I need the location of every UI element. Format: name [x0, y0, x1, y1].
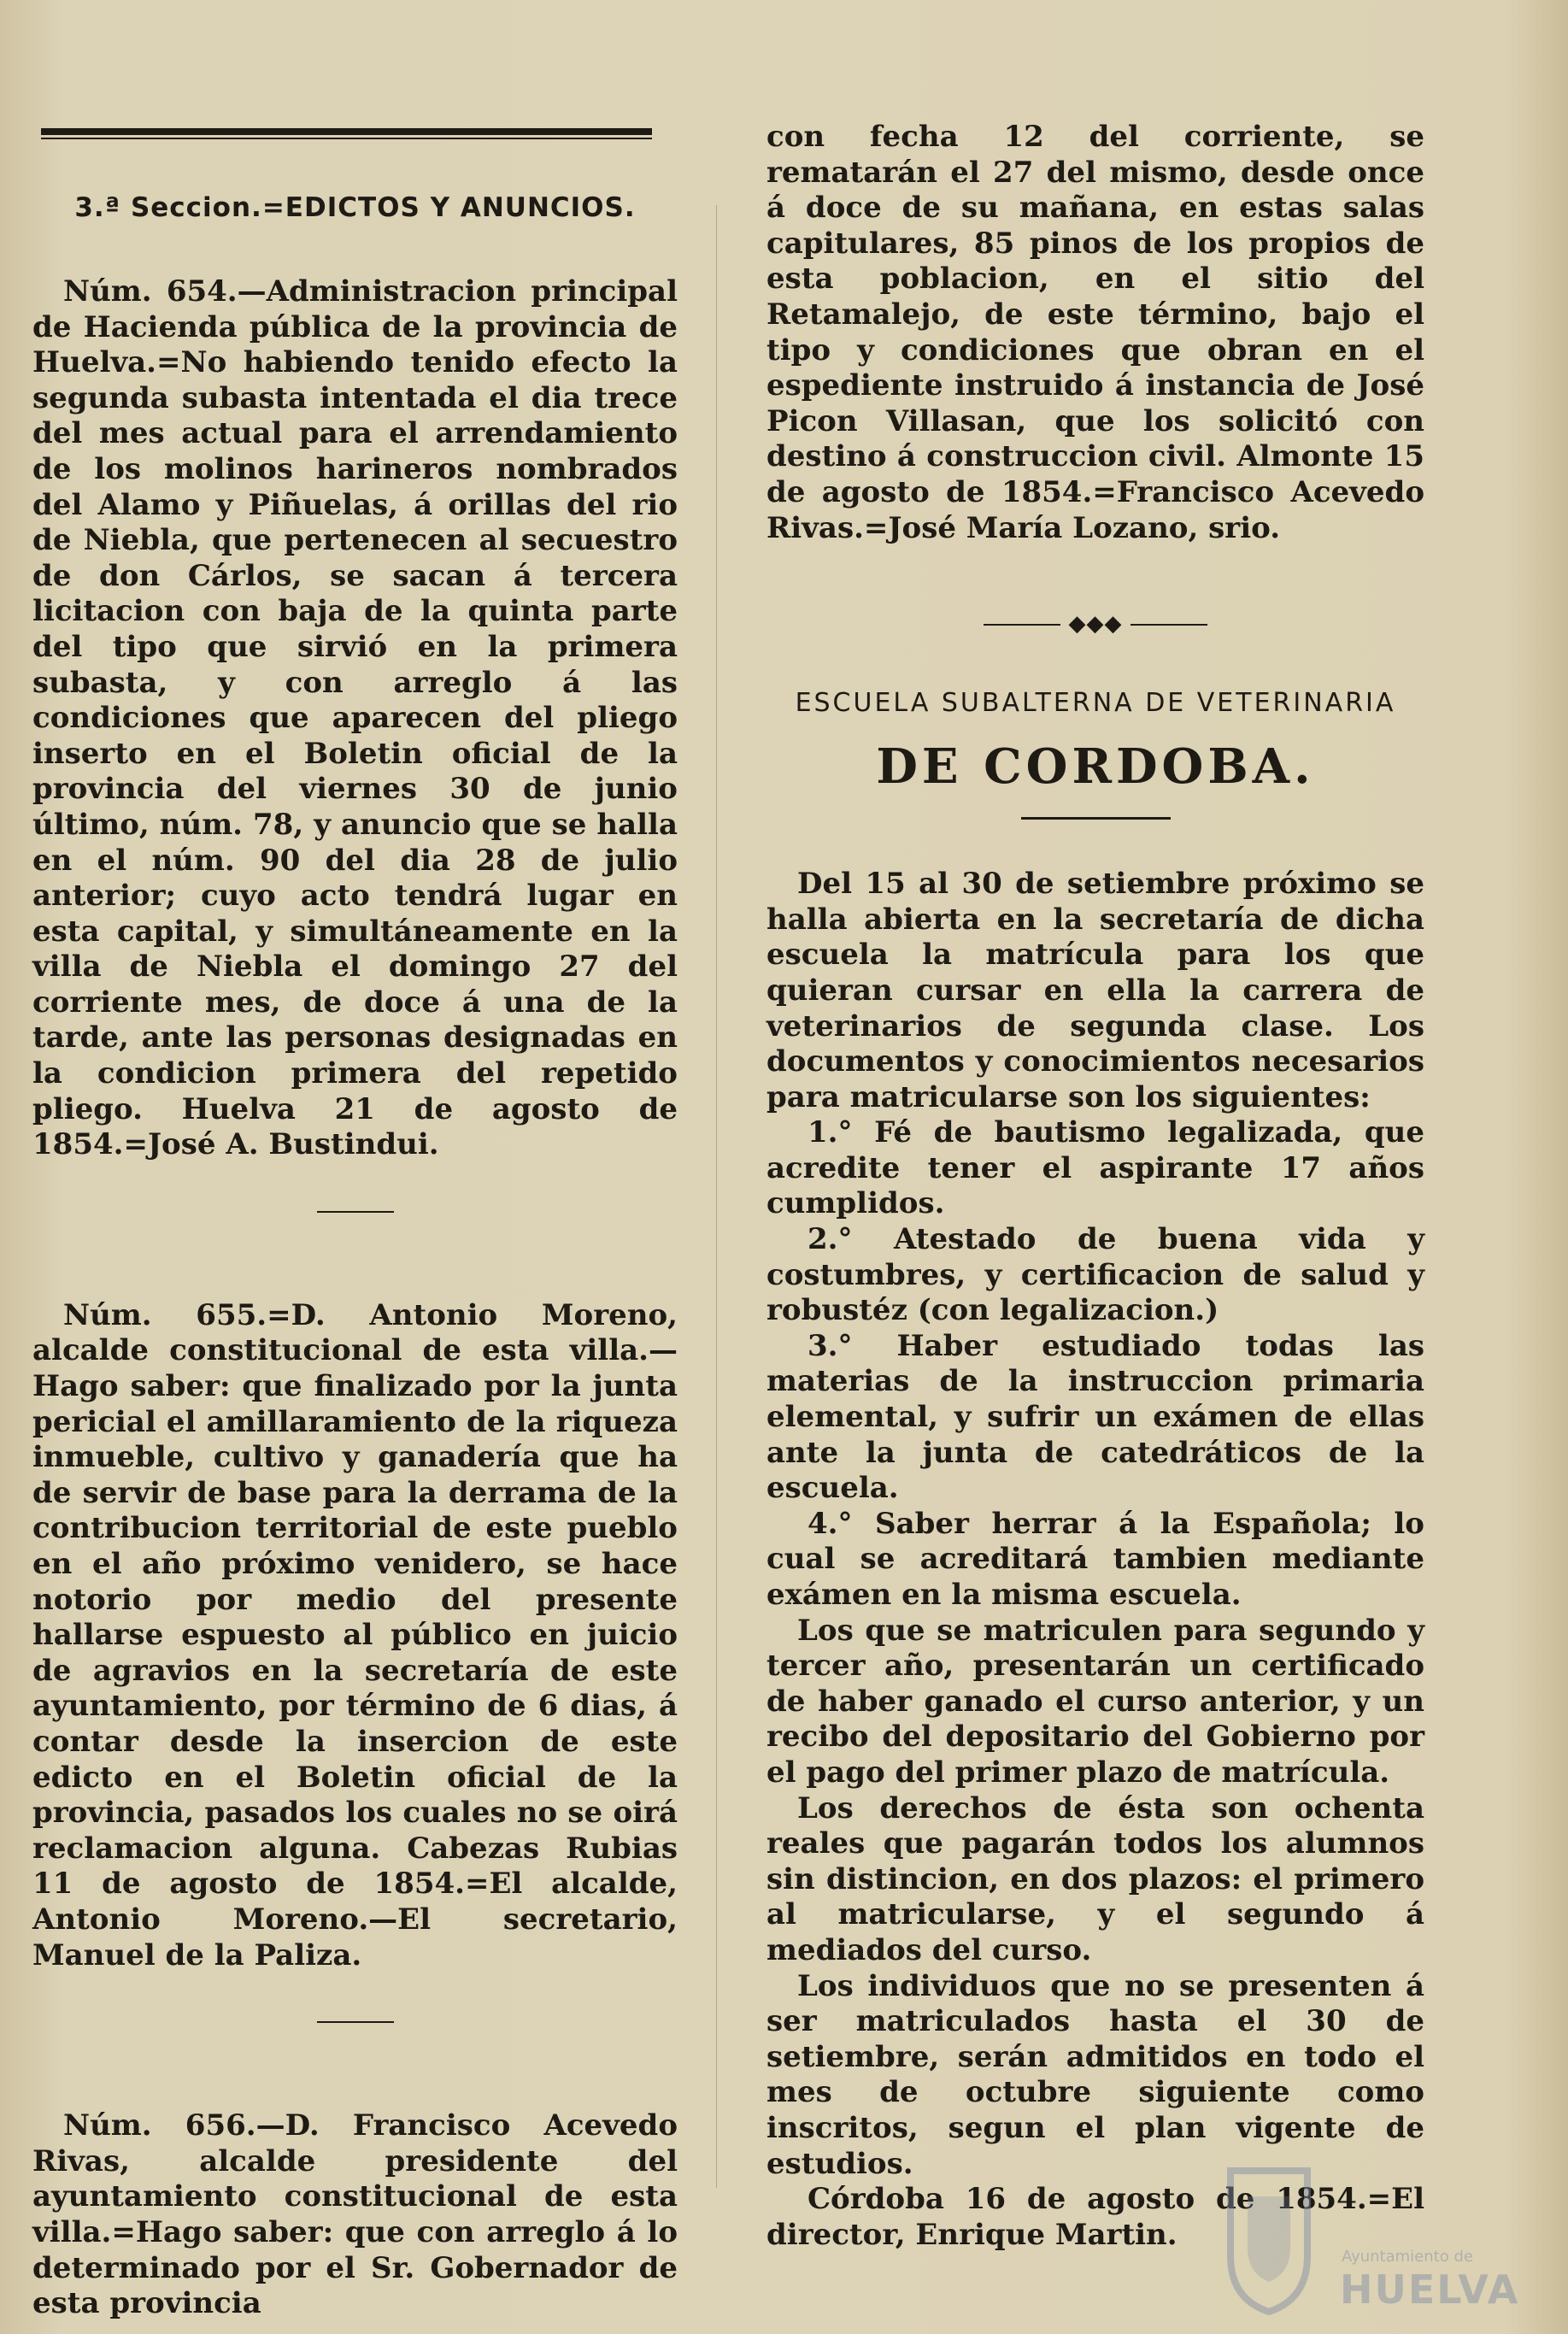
school-title: ESCUELA SUBALTERNA DE VETERINARIA [795, 688, 1396, 719]
fees-paragraph: Los derechos de ésta son ochenta reales que pagarán todos los alumnos sin distincion, en dos plazos: el primero al matricularse, y el segundo á mediados del curso. [766, 1790, 1424, 1967]
top-rule [41, 128, 652, 135]
requirement-1: 1.° Fé de bautismo legalizada, que acredite tener el aspirante 17 años cumplidos. [766, 1115, 1424, 1221]
watermark-text-small: Ayuntamiento de [1342, 2248, 1473, 2266]
separator-rule [317, 2021, 394, 2023]
ornament-line [1130, 624, 1207, 626]
requirement-3: 3.° Haber estudiado todas las materias de la instruccion primaria elemental, y sufrir un exámen de ellas ante la junta de catedráticos de la escuela. [766, 1328, 1424, 1506]
ornament-line [984, 624, 1060, 626]
requirement-2: 2.° Atestado de buena vida y costumbres, y certificacion de salud y robustéz (con legalizacion.) [766, 1222, 1424, 1328]
left-column [32, 192, 678, 2322]
right-column [766, 120, 1424, 2253]
ornament-icon: ◆◆◆ [1068, 611, 1123, 638]
column-divider [716, 205, 717, 2188]
ornament-vignette [766, 611, 1424, 637]
signoff: Córdoba 16 de agosto de 1854.=El director, Enrique Martin. [766, 2182, 1424, 2252]
requirement-4: 4.° Saber herrar á la Española; lo cual se acreditará tambien mediante exámen en la misma escuela. [766, 1506, 1424, 1612]
coat-of-arms-icon [1213, 2162, 1324, 2316]
notice-656-end: con fecha 12 del corriente, se rematarán el 27 del mismo, desde once á doce de su mañana, en estas salas capitulares, 85 pinos de los propios de esta poblacion, en el sitio del Retamalejo, de este término, bajo el tipo y condiciones que obran en el espediente instruido á instancia de José Picon Villasan, que los solicitó con destino á construccion civil. Almonte 15 de agosto de 1854.=Francisco Acevedo Rivas.=José María Lozano, srio. [766, 120, 1424, 545]
second-year-paragraph: Los que se matriculen para segundo y tercer año, presentarán un certificado de haber ganado el curso anterior, y un recibo del depositario del Gobierno por el pago del primer plazo de matrícula. [766, 1613, 1424, 1790]
archive-watermark [1213, 2162, 1520, 2325]
section-heading: 3.ª Seccion.=EDICTOS Y ANUNCIOS. [74, 192, 636, 223]
late-enrollment-paragraph: Los individuos que no se presenten á ser matriculados hasta el 30 de setiembre, serán admitidos en todo el mes de octubre siguiente como inscritos, segun el plan vigente de estudios. [766, 1968, 1424, 2181]
notice-654: Núm. 654.—Administracion principal de Hacienda pública de la provincia de Huelva.=No habiendo tenido efecto la segunda subasta intentada el dia trece del mes actual para el arrendamiento de los molinos harineros nombrados del Alamo y Piñuelas, á orillas del rio de Niebla, que pertenecen al secuestro de don Cárlos, se sacan á tercera licitacion con baja de la quinta parte del tipo que sirvió en la primera subasta, y con arreglo á las condiciones que aparecen del pliego inserto en el Boletin oficial de la provincia del viernes 30 de junio último, núm. 78, y anuncio que se halla en el núm. 90 del dia 28 de julio anterior; cuyo acto tendrá lugar en esta capital, y simultáneamente en la villa de Niebla el domingo 27 del corriente mes, de doce á una de la tarde, ante las personas designadas en la condicion primera del repetido pliego. Huelva 21 de agosto de 1854.=José A. Bustindui. [32, 274, 678, 1162]
separator-rule [317, 1211, 394, 1213]
heading-rule [1021, 817, 1171, 820]
notice-656-start: Núm. 656.—D. Francisco Acevedo Rivas, alcalde presidente del ayuntamiento constitucional de esta villa.=Hago saber: que con arreglo á lo determinado por el Sr. Gobernador de esta provincia [32, 2108, 678, 2321]
watermark-text-large: HUELVA [1340, 2266, 1520, 2313]
notice-655: Núm. 655.=D. Antonio Moreno, alcalde constitucional de esta villa.—Hago saber: que finalizado por la junta pericial el amillaramiento de la riqueza inmueble, cultivo y ganadería que ha de servir de base para la derrama de la contribucion territorial de este pueblo en el año próximo venidero, se hace notorio por medio del presente hallarse espuesto al público en juicio de agravios en la secretaría de este ayuntamiento, por término de 6 dias, á contar desde la insercion de este edicto en el Boletin oficial de la provincia, pasados los cuales no se oirá reclamacion alguna. Cabezas Rubias 11 de agosto de 1854.=El alcalde, Antonio Moreno.—El secretario, Manuel de la Paliza. [32, 1297, 678, 1972]
school-city-heading: DE CORDOBA. [876, 738, 1315, 796]
enrollment-intro: Del 15 al 30 de setiembre próximo se halla abierta en la secretaría de dicha escuela la matrícula para los que quieran cursar en ella la carrera de veterinarios de segunda clase. Los documentos y conocimientos necesarios para matricularse son los siguientes: [766, 867, 1424, 1114]
